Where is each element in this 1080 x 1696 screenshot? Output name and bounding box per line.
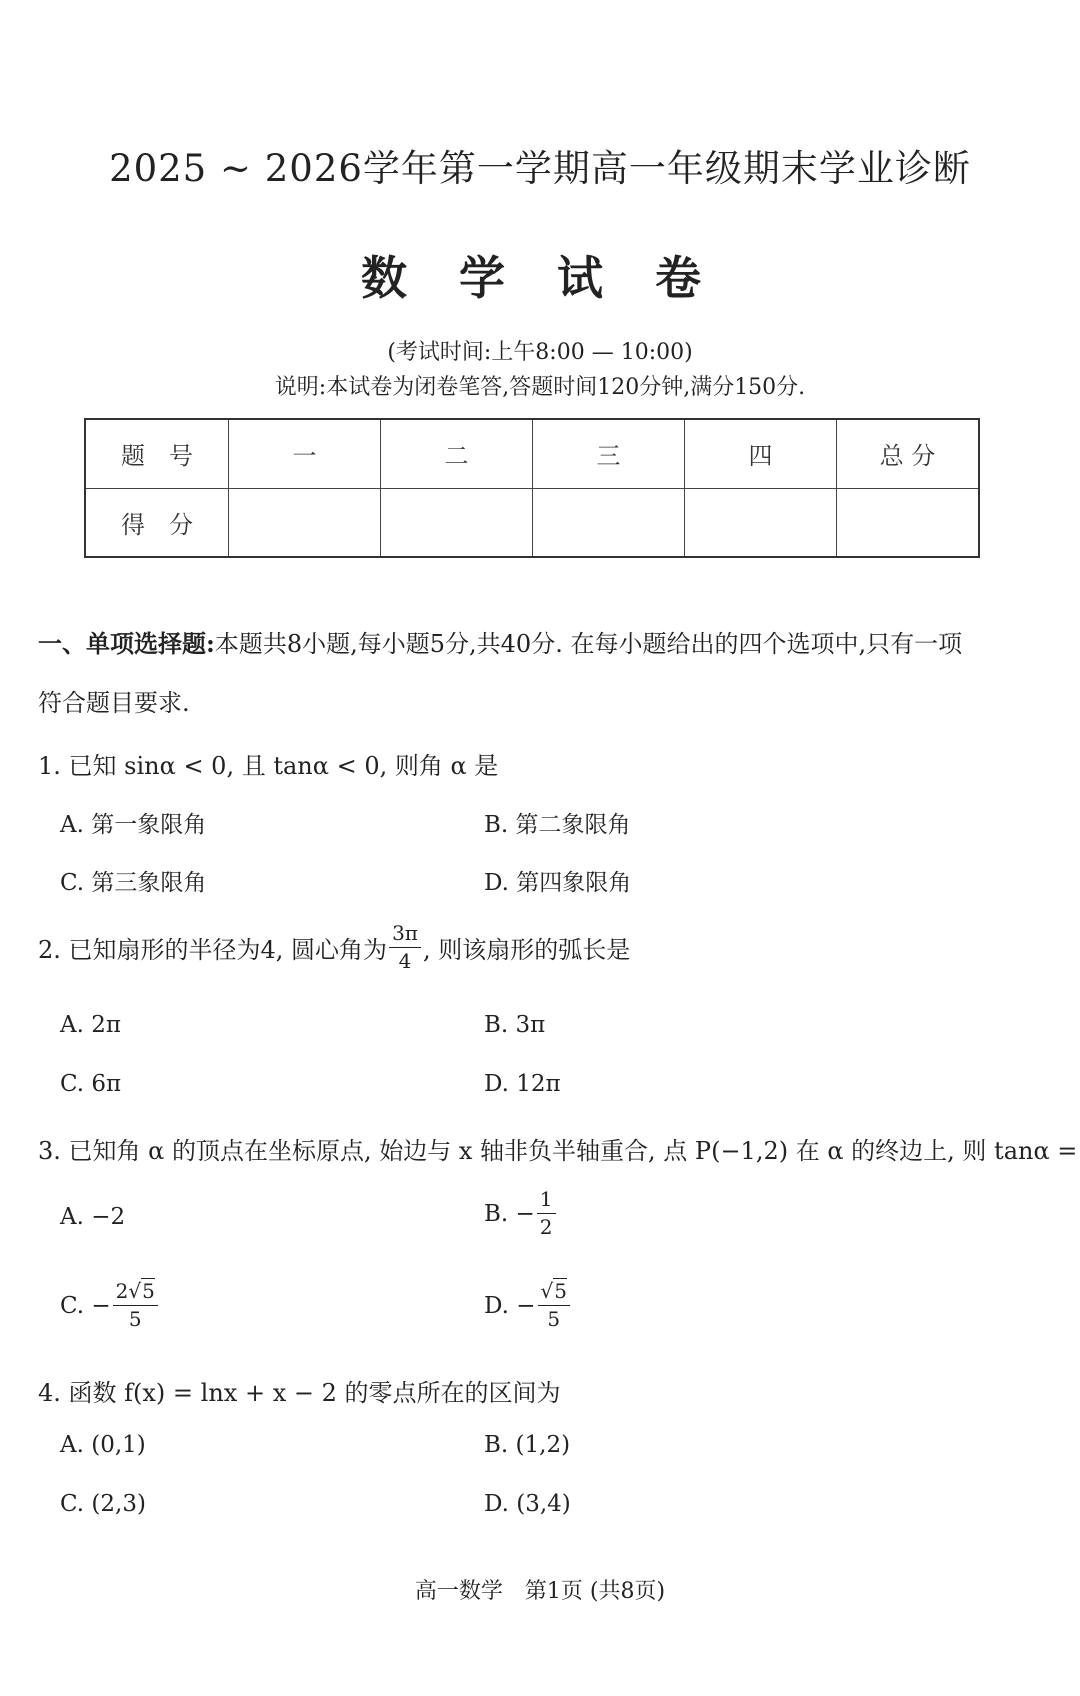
q4-option-b: B. (1,2) <box>484 1432 571 1458</box>
q3-option-c-numerator <box>113 1280 158 1306</box>
q3-option-c-fraction <box>113 1280 158 1331</box>
q3-option-c-label: C. − <box>60 1292 111 1319</box>
section-heading: 一、单项选择题: <box>38 629 215 658</box>
q3-option-b-denominator: 2 <box>539 1215 553 1239</box>
question-2-text-end: , 则该扇形的弧长是 <box>422 936 631 964</box>
q3-option-c <box>60 1280 160 1331</box>
q3-option-b-numerator: 1 <box>537 1188 556 1214</box>
q3-option-b-label: B. − <box>484 1200 535 1227</box>
q3-option-d-label: D. − <box>484 1292 536 1319</box>
q3-option-c-denominator: 5 <box>128 1307 142 1331</box>
score-table-cell: 四 <box>685 419 837 488</box>
score-input-cell[interactable] <box>229 488 381 557</box>
q3-option-d-radicand: 5 <box>554 1279 567 1303</box>
score-table-cell: 三 <box>533 419 685 488</box>
exam-subtitle: 数 学 试 卷 <box>360 251 720 305</box>
q1-option-a: A. 第一象限角 <box>60 812 207 838</box>
score-table <box>84 418 980 558</box>
q2-fraction-denominator: 4 <box>398 949 412 973</box>
q3-option-d <box>484 1280 572 1331</box>
sqrt-icon: √ <box>540 1279 554 1303</box>
q3-option-c-radicand: 5 <box>142 1279 155 1303</box>
score-input-cell[interactable] <box>685 488 837 557</box>
q3-option-d-denominator: 5 <box>547 1307 561 1331</box>
q3-option-d-numerator <box>538 1280 570 1306</box>
q1-option-d: D. 第四象限角 <box>484 870 632 896</box>
q3-option-b-fraction <box>537 1188 556 1239</box>
exam-title: 2025 ~ 2026学年第一学期高一年级期末学业诊断 <box>109 147 971 190</box>
score-table-cell: 一 <box>229 419 381 488</box>
score-input-cell[interactable] <box>381 488 533 557</box>
q3-option-d-fraction <box>538 1280 570 1331</box>
q4-option-c: C. (2,3) <box>60 1491 146 1517</box>
exam-time: (考试时间:上午8:00 — 10:00) <box>387 340 693 365</box>
question-2 <box>38 922 630 973</box>
q2-option-a: A. 2π <box>60 1012 121 1038</box>
score-table-header-row <box>85 419 979 488</box>
q3-option-b <box>484 1188 558 1239</box>
q1-option-c: C. 第三象限角 <box>60 870 207 896</box>
q2-option-c: C. 6π <box>60 1071 122 1097</box>
score-table-cell: 题 号 <box>85 419 229 488</box>
score-table-cell: 二 <box>381 419 533 488</box>
q4-option-a: A. (0,1) <box>60 1432 146 1458</box>
q2-fraction <box>389 922 421 973</box>
question-1: 1. 已知 sinα < 0, 且 tanα < 0, 则角 α 是 <box>38 752 499 780</box>
question-3: 3. 已知角 α 的顶点在坐标原点, 始边与 x 轴非负半轴重合, 点 P(−1,2) 在 α 的终边上, 则 tanα = <box>38 1137 1078 1165</box>
score-table-cell: 总 分 <box>837 419 980 488</box>
q2-fraction-numerator: 3π <box>389 922 421 948</box>
exam-note: 说明:本试卷为闭卷笔答,答题时间120分钟,满分150分. <box>274 375 806 400</box>
score-table-cell: 得 分 <box>85 488 229 557</box>
page-footer: 高一数学 第1页 (共8页) <box>414 1579 666 1604</box>
section-instructions <box>38 624 962 659</box>
q2-option-d: D. 12π <box>484 1071 561 1097</box>
q3-option-c-coef: 2 <box>115 1279 129 1303</box>
score-input-cell[interactable] <box>837 488 980 557</box>
question-4: 4. 函数 f(x) = lnx + x − 2 的零点所在的区间为 <box>38 1379 561 1407</box>
q4-option-d: D. (3,4) <box>484 1491 571 1517</box>
section-instructions-line1: 本题共8小题,每小题5分,共40分. 在每小题给出的四个选项中,只有一项 <box>214 630 963 658</box>
sqrt-icon: √ <box>128 1279 142 1303</box>
score-table-score-row <box>85 488 979 557</box>
q1-option-b: B. 第二象限角 <box>484 812 631 838</box>
question-2-text: 2. 已知扇形的半径为4, 圆心角为 <box>38 936 388 964</box>
section-instructions-line2: 符合题目要求. <box>38 689 190 717</box>
score-input-cell[interactable] <box>533 488 685 557</box>
q2-option-b: B. 3π <box>484 1012 546 1038</box>
q3-option-a: A. −2 <box>60 1204 126 1230</box>
